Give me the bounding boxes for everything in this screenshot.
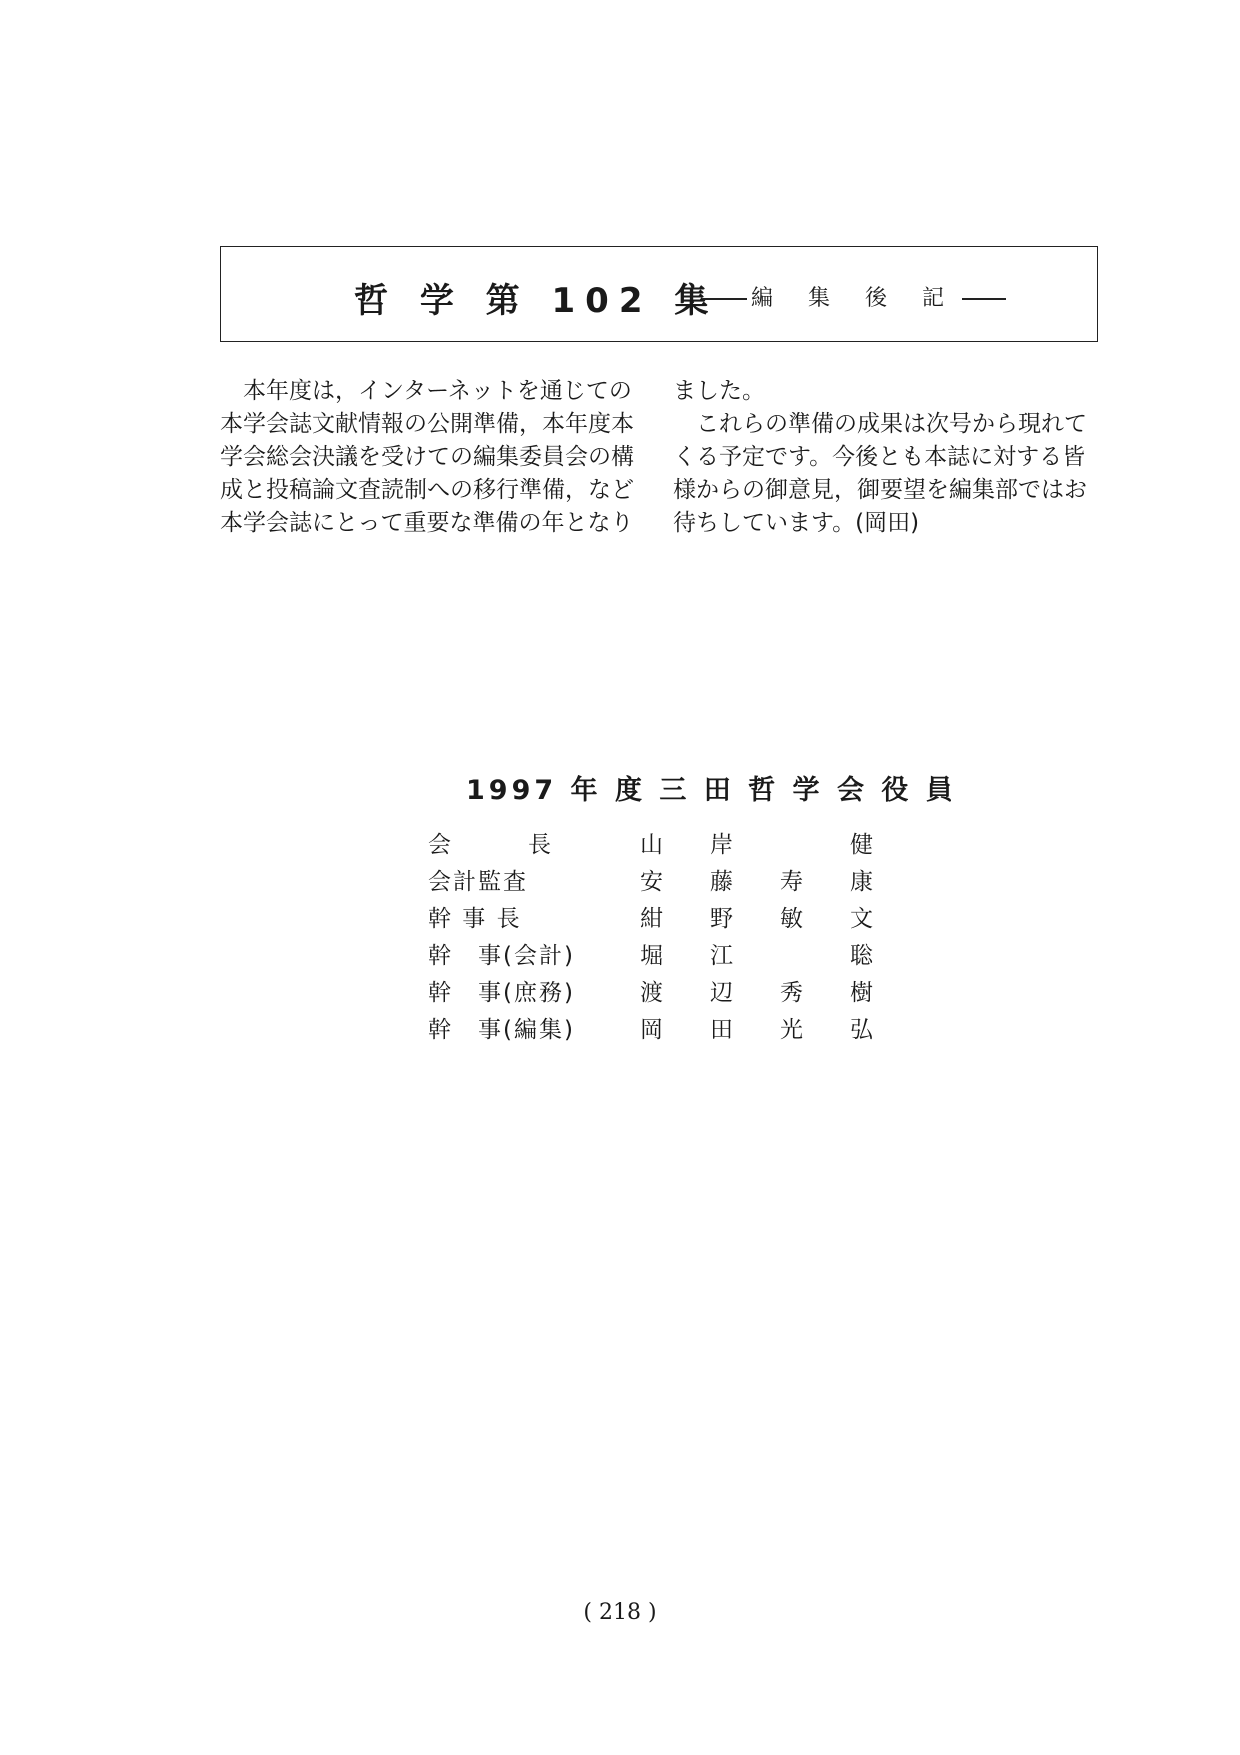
afterword-line: ました。 <box>673 378 765 404</box>
officer-role: 会計監査 <box>428 869 528 895</box>
name-char: 紺 <box>640 906 663 932</box>
officer-row <box>428 826 888 863</box>
officer-role: 会 長 <box>428 832 553 858</box>
officer-row <box>428 900 888 937</box>
afterword-right-column <box>673 375 1103 540</box>
officer-role: 幹 事 長 <box>428 906 522 932</box>
name-char: 山 <box>640 832 663 858</box>
name-char: 岡 <box>640 1017 663 1043</box>
afterword-line: 様からの御意見，御要望を編集部ではお <box>673 477 1087 503</box>
officer-row <box>428 937 888 974</box>
name-char: 野 <box>710 906 733 932</box>
name-char: 康 <box>850 869 873 895</box>
officer-row <box>428 974 888 1011</box>
officer-role: 幹 事(編集) <box>428 1017 575 1043</box>
name-char: 聡 <box>850 943 873 969</box>
officers-title: 1997 年 度 三 田 哲 学 会 役 員 <box>466 775 957 806</box>
afterword-line: 本年度は，インターネットを通じての <box>220 378 632 404</box>
afterword-line: 成と投稿論文査読制への移行準備，など <box>220 477 634 503</box>
afterword-line: くる予定です。今後とも本誌に対する皆 <box>673 444 1086 470</box>
subtitle-text: 編 集 後 記 <box>751 286 958 311</box>
name-char: 樹 <box>850 980 873 1006</box>
name-char: 江 <box>710 943 733 969</box>
name-char: 寿 <box>780 869 803 895</box>
name-char: 岸 <box>710 832 733 858</box>
name-char: 敏 <box>780 906 803 932</box>
afterword-left-column <box>220 375 650 540</box>
dash-left <box>703 298 747 300</box>
name-char: 文 <box>850 906 873 932</box>
journal-issue-title: 哲 学 第 102 集 <box>354 281 719 321</box>
name-char: 安 <box>640 869 663 895</box>
officer-role: 幹 事(庶務) <box>428 980 575 1006</box>
name-char: 健 <box>850 832 873 858</box>
name-char: 辺 <box>710 980 733 1006</box>
name-char: 秀 <box>780 980 803 1006</box>
officer-row <box>428 1011 888 1048</box>
officer-row <box>428 863 888 900</box>
afterword-line: 待ちしています。(岡田) <box>673 510 920 536</box>
name-char: 田 <box>710 1017 733 1043</box>
dash-right <box>962 298 1006 300</box>
name-char: 藤 <box>710 869 733 895</box>
name-char: 渡 <box>640 980 663 1006</box>
section-subtitle <box>699 281 1010 312</box>
afterword-line: これらの準備の成果は次号から現れて <box>673 411 1087 437</box>
afterword-line: 学会総会決議を受けての編集委員会の構 <box>220 444 634 470</box>
officers-list <box>428 826 888 1048</box>
name-char: 弘 <box>850 1017 873 1043</box>
officer-role: 幹 事(会計) <box>428 943 575 969</box>
afterword-line: 本学会誌文献情報の公開準備，本年度本 <box>220 411 634 437</box>
name-char: 堀 <box>640 943 663 969</box>
page-number: ( 218 ) <box>583 1600 657 1625</box>
name-char: 光 <box>780 1017 803 1043</box>
title-box <box>220 246 1098 342</box>
afterword-line: 本学会誌にとって重要な準備の年となり <box>220 510 634 536</box>
